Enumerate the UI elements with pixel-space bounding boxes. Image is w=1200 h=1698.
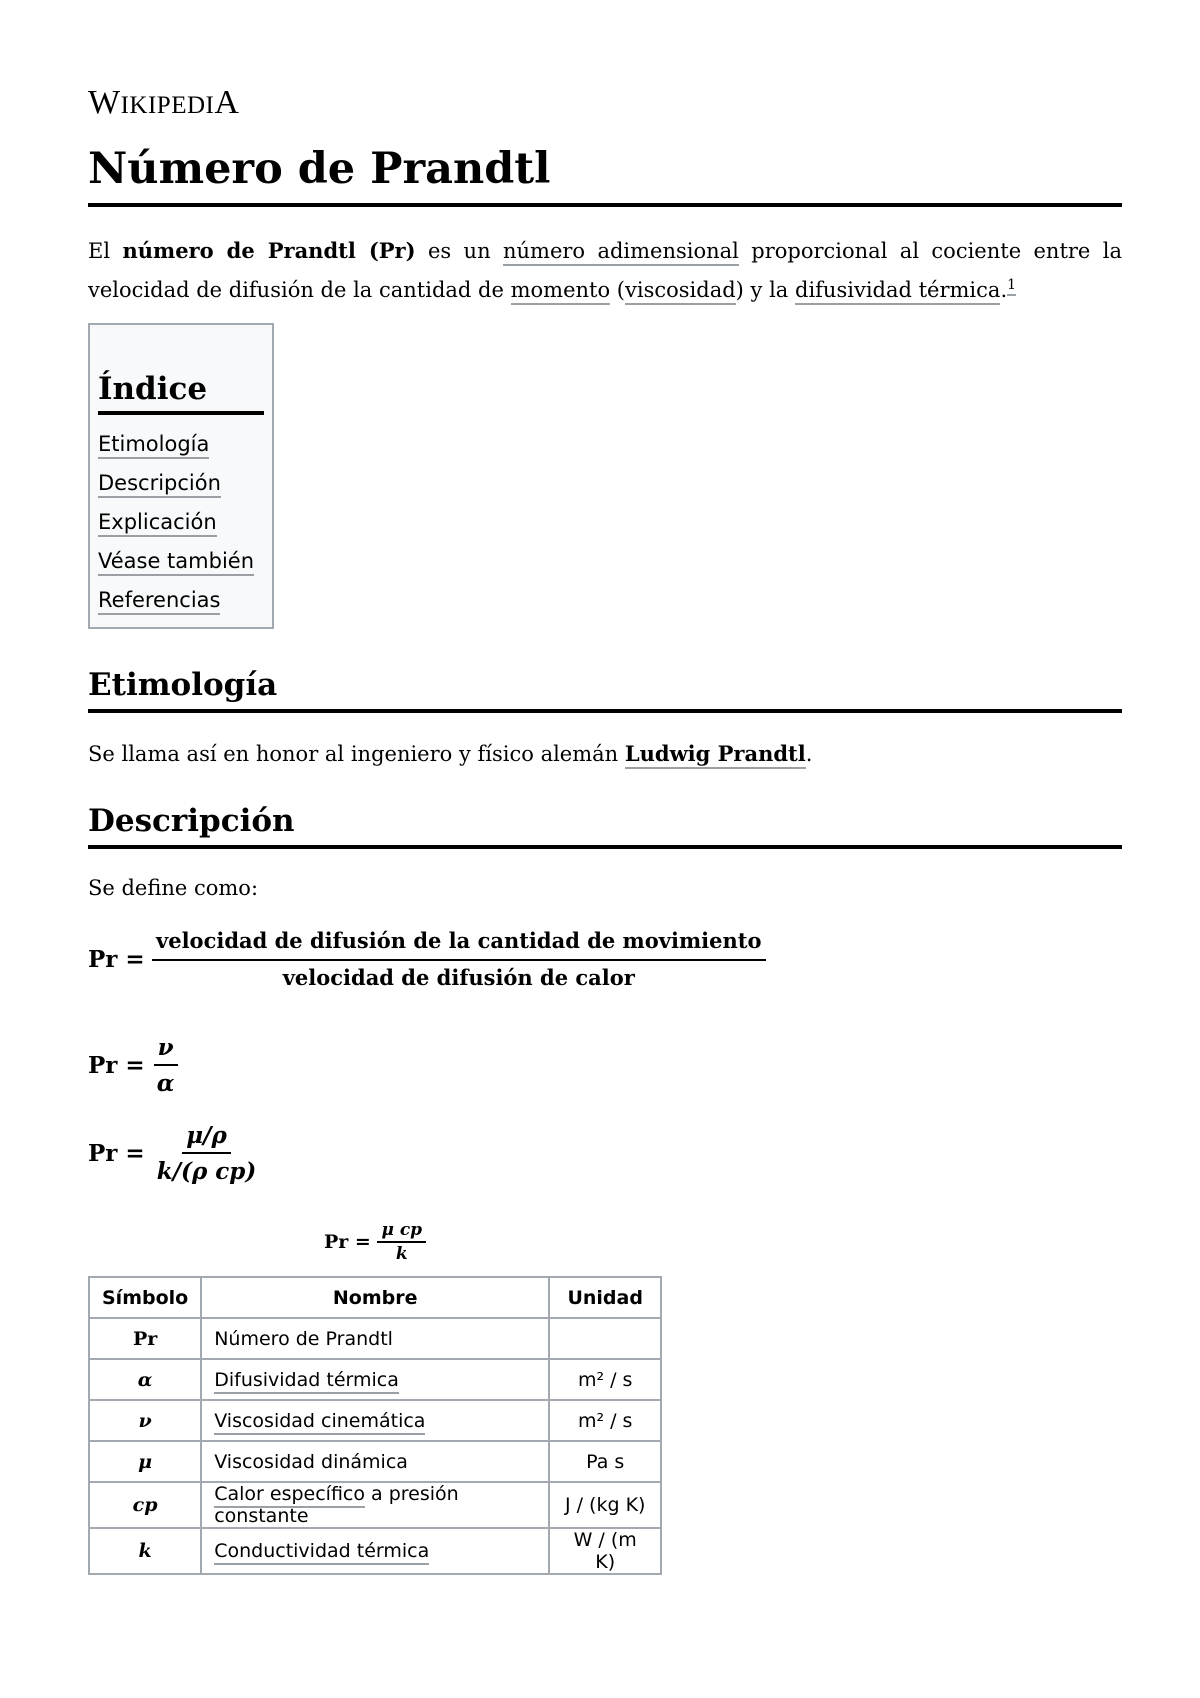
link-difusividad-termica-table[interactable]: Difusividad térmica [214, 1369, 399, 1394]
link-ludwig-prandtl[interactable]: Ludwig Prandtl [625, 741, 806, 769]
name-cell: Calor específico a presión constante [201, 1482, 549, 1528]
unit-cell: J / (kg K) [549, 1482, 661, 1528]
table-row [89, 1400, 661, 1441]
formula-definition: Pr = $\frac{\text{velocidad de difusión de la cantidad de movimiento}}{\text{velocidad de difusión de calor}}$ [88, 928, 766, 990]
symbol-cell: cp [89, 1482, 201, 1528]
wikipedia-logo[interactable]: WIKIPEDIA [88, 84, 240, 121]
toc-item-vease-tambien[interactable]: Véase también [98, 542, 264, 581]
descripcion-paragraph: Se define como: [88, 876, 259, 900]
page-title: Número de Prandtl [88, 146, 1122, 207]
toc-title: Índice [98, 371, 264, 415]
link-difusividad-termica[interactable]: difusividad térmica [795, 278, 1000, 305]
link-numero-adimensional[interactable]: número adimensional [503, 239, 739, 266]
unit-cell: m² / s [549, 1400, 661, 1441]
formula-nu-alpha: Pr = $\frac{\nu}{\alpha}$ [88, 1034, 178, 1097]
formula-mu-cp-k: Pr = $\frac{\text{μ cp}}{k}$ [324, 1220, 426, 1264]
name-cell [201, 1528, 549, 1574]
symbol-cell: α [89, 1359, 201, 1400]
toc-item-explicacion[interactable]: Explicación [98, 503, 264, 542]
symbols-table [88, 1276, 662, 1575]
table-row [89, 1528, 661, 1574]
link-conductividad-termica[interactable]: Conductividad térmica [214, 1540, 429, 1565]
name-cell: Número de Prandtl [201, 1318, 549, 1359]
toc-item-descripcion[interactable]: Descripción [98, 464, 264, 503]
name-cell: Viscosidad dinámica [201, 1441, 549, 1482]
column-header: Símbolo [89, 1277, 201, 1318]
symbol-cell: Pr [89, 1318, 201, 1359]
section-heading-descripcion: Descripción [88, 803, 1122, 849]
reference-link[interactable]: 1 [1007, 277, 1016, 296]
symbol-cell: k [89, 1528, 201, 1574]
unit-cell: W / (m K) [549, 1528, 661, 1574]
symbol-cell: μ [89, 1441, 201, 1482]
link-viscosidad[interactable]: viscosidad [625, 278, 736, 305]
toc-item-referencias[interactable]: Referencias [98, 581, 264, 620]
table-row [89, 1359, 661, 1400]
name-cell [201, 1400, 549, 1441]
unit-cell: m² / s [549, 1359, 661, 1400]
column-header: Unidad [549, 1277, 661, 1318]
link-calor-especifico[interactable]: Calor específico [214, 1483, 365, 1508]
formula-mu-rho: Pr = $\frac{\mu/\rho}{\text{k/(ρ cp)}}$ [88, 1122, 257, 1185]
name-cell [201, 1359, 549, 1400]
section-heading-etimologia: Etimología [88, 667, 1122, 713]
table-row [89, 1441, 661, 1482]
link-momento[interactable]: momento [511, 278, 611, 305]
unit-cell [549, 1318, 661, 1359]
table-row [89, 1318, 661, 1359]
link-viscosidad-cinematica[interactable]: Viscosidad cinemática [214, 1410, 425, 1435]
table-header-row [89, 1277, 661, 1318]
unit-cell: Pa s [549, 1441, 661, 1482]
table-of-contents [88, 323, 274, 629]
toc-item-etimologia[interactable]: Etimología [98, 425, 264, 464]
etimologia-paragraph: Se llama así en honor al ingeniero y físico alemán Ludwig Prandtl. [88, 741, 812, 766]
column-header: Nombre [201, 1277, 549, 1318]
symbol-cell: ν [89, 1400, 201, 1441]
intro-paragraph: El número de Prandtl (Pr) es un número adimensional proporcional al cociente entre la velocidad de difusión de la cantidad de momento (viscosidad) y la difusividad térmica.$^1$ [88, 234, 1122, 307]
table-row [89, 1482, 661, 1528]
